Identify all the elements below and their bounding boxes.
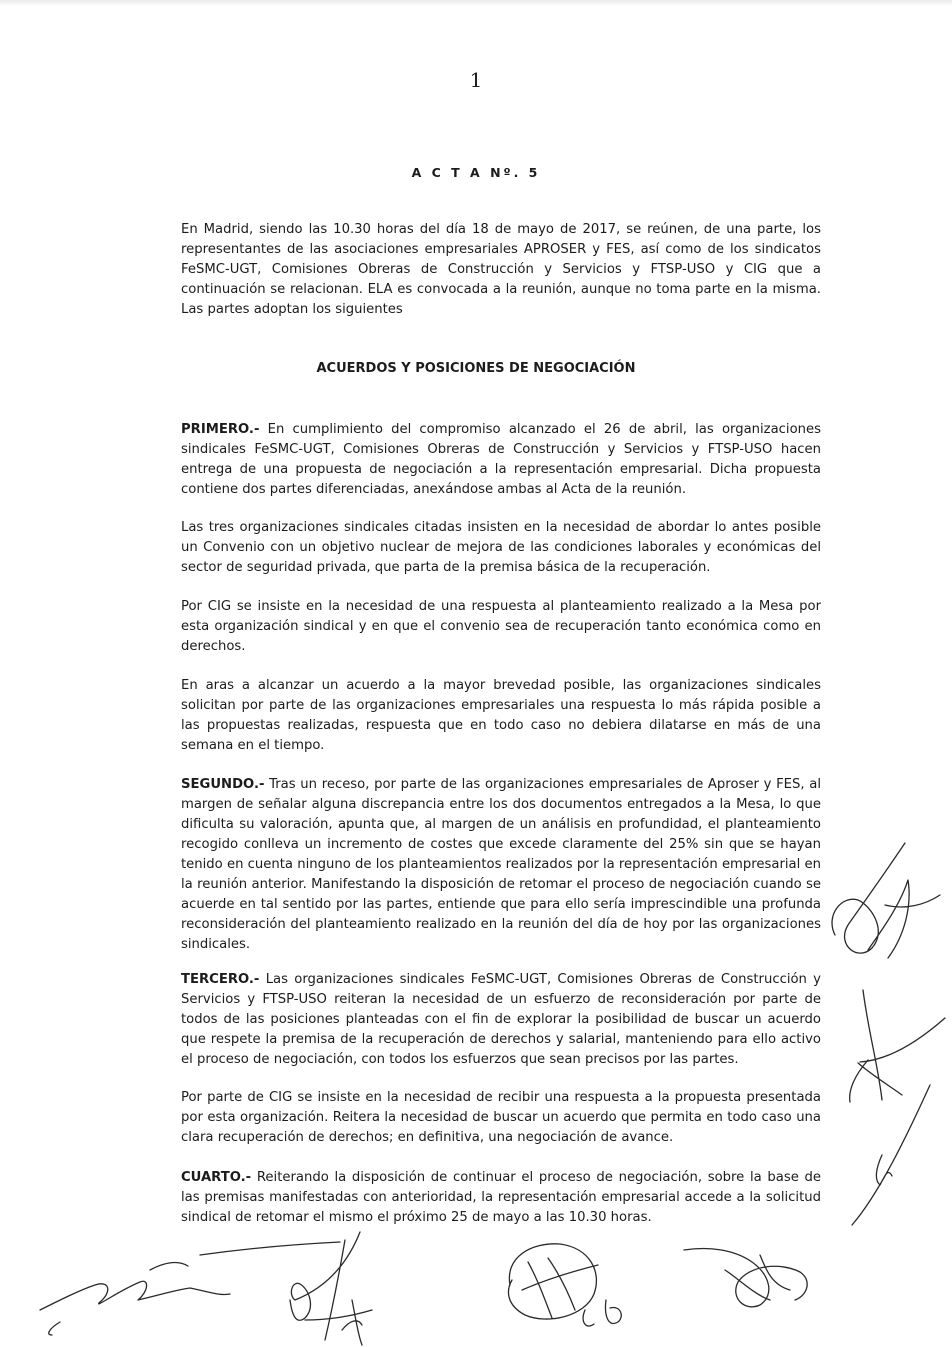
signature-margin-1 [832,843,940,958]
signature-margin-2 [850,990,945,1102]
segundo-label: SEGUNDO.- [181,777,265,792]
signature-bottom-1 [40,1263,230,1335]
cuarto-text: Reiterando la disposición de continuar el proceso de negociación, sobre la base de las premisas manifestadas con anterioridad, la representación empresarial accede a la solicitud sindical de retomar el mismo el próximo 25 de mayo a las 10.30 horas. [181,1170,821,1225]
segundo-text: Tras un receso, por parte de las organizaciones empresariales de Aproser y FES, al margen de señalar alguna discrepancia entre los dos documentos entregados a la Mesa, lo que dificulta su valoración, apunta que, al margen de un análisis en profundidad, el planteamiento recogido conlleva un incremento de costes que excede claramente del 25% sin que se hayan tenido en cuenta ninguno de los planteamientos realizados por la representación empresarial en la reunión anterior. Manifestando la disposición de retomar el proceso de negociación cuando se acuerde en tal sentido por las partes, entiende que para ello sería imprescindible una profunda reconsideración del planteamiento realizado en la reunión del día de hoy por las organizaciones sindicales. [181,777,821,952]
brevedad-paragraph: En aras a alcanzar un acuerdo a la mayor brevedad posible, las organizaciones sindicales solicitan por parte de las organizaciones empresariales una respuesta lo más rápida posible a las propuestas realizadas, respuesta que en todo caso no debiera dilatarse en más de una semana en el tiempo. [181,678,821,753]
signature-margin-3 [852,1085,930,1225]
tercero-label: TERCERO.- [181,972,260,987]
tres-organizaciones-paragraph: Las tres organizaciones sindicales citadas insisten en la necesidad de abordar lo antes posible un Convenio con un objetivo nuclear de mejora de las condiciones laborales y económicas del sector de seguridad privada, que parta de la premisa básica de la recuperación. [181,520,821,575]
document-title: A C T A Nº. 5 [411,165,541,180]
signature-bottom-3 [508,1244,621,1326]
tercero-text: Las organizaciones sindicales FeSMC-UGT, Comisiones Obreras de Construcción y Servicios y FTSP-USO reiteran la necesidad de un esfuerzo de reconsideración por parte de todos de las posiciones planteadas con el fin de explorar la posibilidad de buscar un acuerdo que respete la premisa de la recuperación de derechos y salarial, manteniendo para ello activo el proceso de negociación, con todos los esfuerzos que sean precisos por las partes. [181,972,821,1067]
cig-paragraph-1: Por CIG se insiste en la necesidad de una respuesta al planteamiento realizado a la Mesa por esta organización sindical y en que el convenio sea de recuperación tanto económica como en derechos. [181,599,821,654]
primero-text: En cumplimiento del compromiso alcanzado el 26 de abril, las organizaciones sindicales FeSMC-UGT, Comisiones Obreras de Construcción y Servicios y FTSP-USO hacen entrega de una propuesta de negociación a la representación empresarial. Dicha propuesta contiene dos partes diferenciadas, anexándose ambas al Acta de la reunión. [181,422,821,497]
intro-paragraph: En Madrid, siendo las 10.30 horas del día 18 de mayo de 2017, se reúnen, de una parte, los representantes de las asociaciones empresariales APROSER y FES, así como de los sindicatos FeSMC-UGT, Comisiones Obreras de Construcción y Servicios y FTSP-USO y CIG que a continuación se relacionan. ELA es convocada a la reunión, aunque no toma parte en la misma. Las partes adoptan los siguientes [181,222,821,317]
signature-bottom-2 [200,1232,372,1345]
primero-label: PRIMERO.- [181,422,260,437]
page-number: 1 [469,68,483,92]
cuarto-label: CUARTO.- [181,1170,252,1185]
cig-paragraph-2: Por parte de CIG se insiste en la necesidad de recibir una respuesta a la propuesta presentada por esta organización. Reitera la necesidad de buscar un acuerdo que permita en todo caso una clara recuperación de derechos; en definitiva, una negociación de avance. [181,1090,821,1145]
section-title: ACUERDOS Y POSICIONES DE NEGOCIACIÓN [316,361,636,376]
signature-bottom-4 [684,1249,807,1307]
